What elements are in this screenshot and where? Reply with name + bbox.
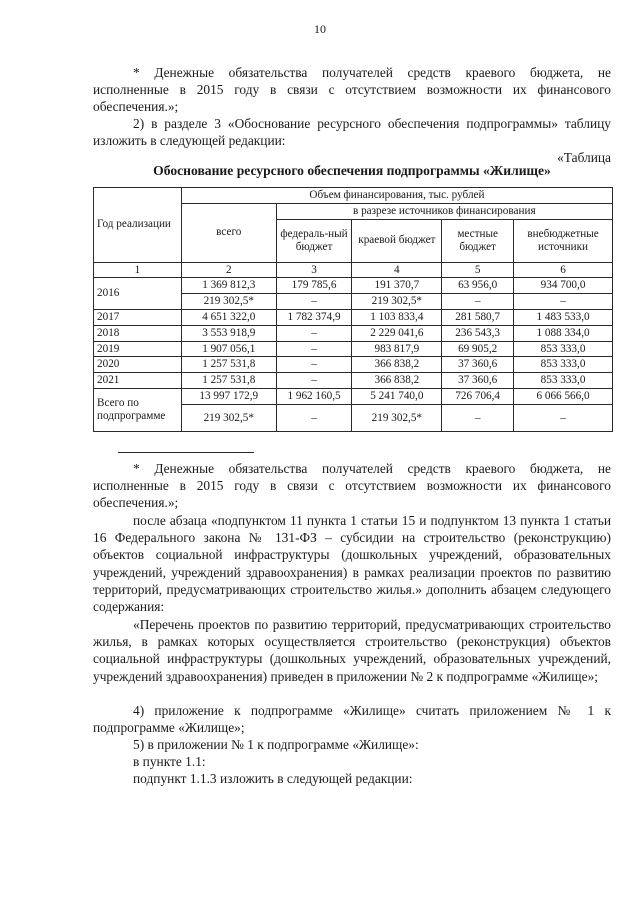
header-regional: краевой бюджет xyxy=(352,219,442,262)
year-cell: 2016 xyxy=(94,278,182,310)
table-cell: 4 651 322,0 xyxy=(181,309,276,325)
table-cell: 281 580,7 xyxy=(442,309,514,325)
table-cell: 934 700,0 xyxy=(514,278,613,294)
table-row xyxy=(94,373,613,389)
table-label: «Таблица xyxy=(557,150,611,165)
item-2-paragraph: 2) в разделе 3 «Обоснование ресурсного обеспечения подпрограммы» таблицу изложить в следующей редакции: xyxy=(93,116,611,149)
table-cell: 2 229 041,6 xyxy=(352,325,442,341)
item-4-paragraph: 4) приложение к подпрограмме «Жилище» считать приложением № 1 к подпрограмме «Жилище»; xyxy=(93,703,611,736)
year-cell: 2017 xyxy=(94,309,182,325)
col-number: 2 xyxy=(181,262,276,278)
table-cell: – xyxy=(276,373,352,389)
year-cell: 2018 xyxy=(94,325,182,341)
footnote-paragraph-top: * Денежные обязательства получателей средств краевого бюджета, не исполненные в 2015 году в связи с отсутствием возможности их финансового обеспечения.»; xyxy=(93,65,611,115)
table-cell: 726 706,4 xyxy=(442,388,514,404)
table-cell: – xyxy=(442,404,514,431)
table-cell: 1 369 812,3 xyxy=(181,278,276,294)
table-cell: 3 553 918,9 xyxy=(181,325,276,341)
table-row xyxy=(94,309,613,325)
year-cell: 2020 xyxy=(94,357,182,373)
table-cell: 219 302,5* xyxy=(352,294,442,310)
table-cell: 366 838,2 xyxy=(352,357,442,373)
table-cell: 1 483 533,0 xyxy=(514,309,613,325)
table-cell: 219 302,5* xyxy=(181,404,276,431)
header-year: Год реализации xyxy=(94,188,182,263)
table-row xyxy=(94,357,613,373)
year-cell: 2021 xyxy=(94,373,182,389)
col-number: 5 xyxy=(442,262,514,278)
paragraph-project-list: «Перечень проектов по развитию территорий, предусматривающих строительство жилья, в рамках которых осуществляется строительство (реконструкция) объектов социальной инфраструктуры (дошкольных учреждений, образовательных учреждений, учреждений здравоохранения) приведен в приложении № 2 к подпрограмме «Жилище»; xyxy=(93,617,611,684)
table-cell: 236 543,3 xyxy=(442,325,514,341)
subpoint-1-1-3-line: подпункт 1.1.3 изложить в следующей редакции: xyxy=(133,771,413,786)
header-extra: внебюджетные источники xyxy=(514,219,613,262)
total-label: Всего по подпрограмме xyxy=(94,388,182,431)
table-cell: 179 785,6 xyxy=(276,278,352,294)
table-cell: 37 360,6 xyxy=(442,357,514,373)
table-cell: 219 302,5* xyxy=(181,294,276,310)
table-row xyxy=(94,341,613,357)
table-cell: 63 956,0 xyxy=(442,278,514,294)
table-cell: 1 907 056,1 xyxy=(181,341,276,357)
header-volume: Объем финансирования, тыс. рублей xyxy=(181,188,612,204)
col-number: 3 xyxy=(276,262,352,278)
footnote-paragraph-bottom: * Денежные обязательства получателей средств краевого бюджета, не исполненные в 2015 году в связи с отсутствием возможности их финансового обеспечения.»; xyxy=(93,461,611,511)
header-sources: в разрезе источников финансирования xyxy=(276,203,612,219)
table-row xyxy=(94,325,613,341)
table-title: Обоснование ресурсного обеспечения подпрограммы «Жилище» xyxy=(153,163,551,178)
table-cell: – xyxy=(514,404,613,431)
col-number: 1 xyxy=(94,262,182,278)
table-cell: 1 257 531,8 xyxy=(181,373,276,389)
table-cell: 853 333,0 xyxy=(514,373,613,389)
funding-table xyxy=(93,187,613,432)
table-cell: 853 333,0 xyxy=(514,357,613,373)
table-cell: 13 997 172,9 xyxy=(181,388,276,404)
table-cell: 1 088 334,0 xyxy=(514,325,613,341)
header-local: местные бюджет xyxy=(442,219,514,262)
paragraph-after-abzats: после абзаца «подпунктом 11 пункта 1 статьи 15 и подпунктом 13 пункта 1 статьи 16 Федерального закона № 131-ФЗ – субсидии на строительство (реконструкцию) объектов социальной инфраструктуры (дошкольных учреждений, образовательных учреждений, учреждений здравоохранения) в рамках реализации проектов по развитию территорий, предусматривающих строительство жилья.» дополнить абзацем следующего содержания: xyxy=(93,513,611,615)
table-cell: 366 838,2 xyxy=(352,373,442,389)
table-cell: – xyxy=(442,294,514,310)
table-cell: 853 333,0 xyxy=(514,341,613,357)
table-cell: – xyxy=(276,357,352,373)
header-federal: федераль-ный бюджет xyxy=(276,219,352,262)
table-cell: 1 782 374,9 xyxy=(276,309,352,325)
table-cell: 37 360,6 xyxy=(442,373,514,389)
table-cell: 191 370,7 xyxy=(352,278,442,294)
table-cell: 6 066 566,0 xyxy=(514,388,613,404)
table-cell: 1 962 160,5 xyxy=(276,388,352,404)
header-total: всего xyxy=(181,203,276,262)
table-cell: 1 103 833,4 xyxy=(352,309,442,325)
table-cell: – xyxy=(276,341,352,357)
table-cell: 1 257 531,8 xyxy=(181,357,276,373)
col-number: 4 xyxy=(352,262,442,278)
table-cell: – xyxy=(276,404,352,431)
year-cell: 2019 xyxy=(94,341,182,357)
table-cell: – xyxy=(276,294,352,310)
table-cell: 983 817,9 xyxy=(352,341,442,357)
table-cell: 69 905,2 xyxy=(442,341,514,357)
footnote-rule xyxy=(118,452,254,453)
table-cell: – xyxy=(276,325,352,341)
col-number: 6 xyxy=(514,262,613,278)
table-cell: 5 241 740,0 xyxy=(352,388,442,404)
table-cell: 219 302,5* xyxy=(352,404,442,431)
table-cell: – xyxy=(514,294,613,310)
point-1-1-line: в пункте 1.1: xyxy=(133,754,206,769)
page-number: 10 xyxy=(314,22,326,36)
item-5-paragraph: 5) в приложении № 1 к подпрограмме «Жилище»: xyxy=(133,737,419,752)
